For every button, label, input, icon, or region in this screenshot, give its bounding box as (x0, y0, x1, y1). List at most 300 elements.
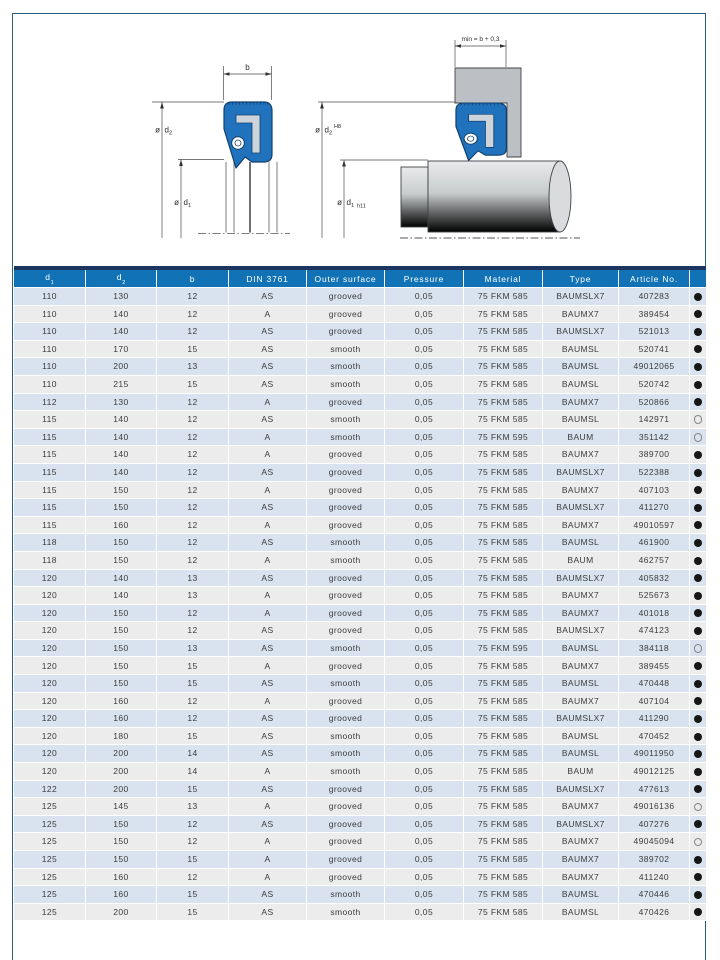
table-row (14, 745, 706, 763)
cell-d1: 120 (14, 622, 86, 640)
cell-d2: 130 (86, 394, 157, 412)
table-row (14, 886, 706, 904)
cell-availability (690, 323, 706, 341)
cell-d2: 140 (86, 446, 157, 464)
cell-d1: 110 (14, 376, 86, 394)
col-header-d1: $d_1$ (14, 270, 86, 288)
cell-pressure: 0,05 (385, 341, 464, 359)
cell-availability (690, 552, 706, 570)
cell-pressure: 0,05 (385, 728, 464, 746)
cell-surface: smooth (307, 534, 385, 552)
table-row (14, 552, 706, 570)
cell-surface: smooth (307, 675, 385, 693)
cell-surface: grooved (307, 781, 385, 799)
cell-d2: 150 (86, 833, 157, 851)
cell-d2: 150 (86, 605, 157, 623)
cell-article: 470452 (619, 728, 690, 746)
availability-filled-dot (694, 521, 702, 529)
cell-din: A (229, 446, 307, 464)
cell-availability (690, 429, 706, 447)
cell-article: 522388 (619, 464, 690, 482)
cell-surface: grooved (307, 323, 385, 341)
cell-d1: 120 (14, 640, 86, 658)
cell-d2: 140 (86, 323, 157, 341)
cell-article: 49012065 (619, 358, 690, 376)
cell-type: BAUMSL (543, 675, 619, 693)
cell-type: BAUMSLX7 (543, 499, 619, 517)
cell-d1: 125 (14, 869, 86, 887)
cell-availability (690, 869, 706, 887)
cell-material: 75 FKM 585 (464, 816, 543, 834)
cell-article: 470446 (619, 886, 690, 904)
cell-pressure: 0,05 (385, 517, 464, 535)
cell-d2: 160 (86, 517, 157, 535)
availability-filled-dot (694, 592, 702, 600)
cell-d1: 112 (14, 394, 86, 412)
cell-din: AS (229, 499, 307, 517)
cell-d1: 125 (14, 851, 86, 869)
cell-d1: 120 (14, 587, 86, 605)
cell-availability (690, 798, 706, 816)
cell-b: 12 (157, 517, 229, 535)
cell-b: 12 (157, 693, 229, 711)
cell-type: BAUMX7 (543, 446, 619, 464)
cell-type: BAUMSLX7 (543, 622, 619, 640)
cell-din: A (229, 869, 307, 887)
cell-d1: 118 (14, 534, 86, 552)
cell-material: 75 FKM 585 (464, 517, 543, 535)
cell-surface: smooth (307, 552, 385, 570)
dim-label-d2-tolerance: H8 (334, 124, 342, 130)
shaft-body (428, 161, 560, 232)
cell-material: 75 FKM 585 (464, 904, 543, 922)
cell-type: BAUMX7 (543, 482, 619, 500)
table-header (14, 270, 706, 288)
cell-d1: 115 (14, 517, 86, 535)
cell-availability (690, 446, 706, 464)
cell-article: 477613 (619, 781, 690, 799)
cell-material: 75 FKM 585 (464, 288, 543, 306)
seal-spec-table (14, 270, 706, 921)
cell-surface: smooth (307, 745, 385, 763)
cell-b: 15 (157, 657, 229, 675)
cell-d2: 130 (86, 288, 157, 306)
table-row (14, 376, 706, 394)
cell-pressure: 0,05 (385, 587, 464, 605)
cell-d2: 150 (86, 816, 157, 834)
cell-type: BAUMX7 (543, 605, 619, 623)
table-row (14, 394, 706, 412)
cell-material: 75 FKM 585 (464, 411, 543, 429)
cell-pressure: 0,05 (385, 745, 464, 763)
cell-type: BAUMSLX7 (543, 816, 619, 834)
cell-material: 75 FKM 585 (464, 886, 543, 904)
cell-article: 407103 (619, 482, 690, 500)
cell-availability (690, 640, 706, 658)
cell-type: BAUM (543, 763, 619, 781)
cell-b: 13 (157, 358, 229, 376)
cell-availability (690, 710, 706, 728)
cell-d1: 115 (14, 482, 86, 500)
cell-type: BAUMSLX7 (543, 710, 619, 728)
cell-pressure: 0,05 (385, 781, 464, 799)
cell-d2: 150 (86, 552, 157, 570)
availability-open-dot (694, 644, 703, 653)
cell-type: BAUMSL (543, 745, 619, 763)
cell-din: AS (229, 622, 307, 640)
availability-filled-dot (694, 908, 702, 916)
dim-label-d1-prefix: ø (174, 198, 179, 207)
cell-b: 12 (157, 552, 229, 570)
cell-b: 15 (157, 675, 229, 693)
cell-pressure: 0,05 (385, 552, 464, 570)
cell-d1: 125 (14, 798, 86, 816)
cell-surface: grooved (307, 833, 385, 851)
dim-label-d1h11-prefix: ø (337, 198, 342, 207)
cell-material: 75 FKM 585 (464, 657, 543, 675)
cell-availability (690, 570, 706, 588)
cell-d1: 120 (14, 605, 86, 623)
col-header-material: Material (464, 270, 543, 288)
cell-pressure: 0,05 (385, 833, 464, 851)
cell-din: AS (229, 288, 307, 306)
availability-filled-dot (694, 715, 702, 723)
cell-d2: 140 (86, 587, 157, 605)
cell-b: 12 (157, 622, 229, 640)
cell-type: BAUM (543, 429, 619, 447)
dim-label-d1-tolerance: h11 (357, 203, 366, 210)
cell-type: BAUMX7 (543, 394, 619, 412)
cell-b: 12 (157, 429, 229, 447)
cell-availability (690, 675, 706, 693)
table-row (14, 657, 706, 675)
spec-table-wrap (14, 266, 706, 921)
cell-type: BAUMSL (543, 376, 619, 394)
availability-filled-dot (694, 820, 702, 828)
cell-surface: grooved (307, 710, 385, 728)
cell-material: 75 FKM 585 (464, 552, 543, 570)
cell-d1: 120 (14, 710, 86, 728)
cell-availability (690, 781, 706, 799)
table-row (14, 833, 706, 851)
availability-filled-dot (694, 733, 702, 741)
cell-b: 15 (157, 728, 229, 746)
table-header-row (14, 270, 706, 288)
cell-d2: 150 (86, 499, 157, 517)
cell-d2: 150 (86, 851, 157, 869)
cell-material: 75 FKM 595 (464, 640, 543, 658)
cell-article: 351142 (619, 429, 690, 447)
cell-article: 525673 (619, 587, 690, 605)
availability-filled-dot (694, 451, 702, 459)
table-row (14, 675, 706, 693)
cell-surface: grooved (307, 693, 385, 711)
cell-b: 12 (157, 394, 229, 412)
cell-pressure: 0,05 (385, 869, 464, 887)
cell-type: BAUMSLX7 (543, 288, 619, 306)
cell-surface: smooth (307, 429, 385, 447)
dim-label-d2-prefix: ø (155, 125, 160, 135)
table-row (14, 411, 706, 429)
availability-filled-dot (694, 310, 702, 318)
installation-diagram (315, 36, 580, 238)
cell-din: A (229, 429, 307, 447)
cell-article: 470426 (619, 904, 690, 922)
availability-filled-dot (694, 293, 702, 301)
cell-availability (690, 376, 706, 394)
cell-din: AS (229, 534, 307, 552)
cell-pressure: 0,05 (385, 429, 464, 447)
cell-article: 389455 (619, 657, 690, 675)
cell-d2: 150 (86, 657, 157, 675)
cell-article: 462757 (619, 552, 690, 570)
cell-surface: grooved (307, 851, 385, 869)
availability-filled-dot (694, 662, 702, 670)
cell-d1: 115 (14, 411, 86, 429)
cell-type: BAUMX7 (543, 869, 619, 887)
shaft-end-face (549, 161, 571, 232)
cell-d1: 115 (14, 446, 86, 464)
cell-d1: 118 (14, 552, 86, 570)
availability-filled-dot (694, 345, 702, 353)
cell-availability (690, 482, 706, 500)
availability-filled-dot (694, 873, 702, 881)
cell-d1: 120 (14, 570, 86, 588)
cell-din: A (229, 851, 307, 869)
table-row (14, 429, 706, 447)
cell-d1: 110 (14, 306, 86, 324)
cell-b: 15 (157, 376, 229, 394)
cell-surface: smooth (307, 763, 385, 781)
cell-type: BAUMX7 (543, 657, 619, 675)
availability-filled-dot (694, 697, 702, 705)
cell-d1: 110 (14, 323, 86, 341)
cell-pressure: 0,05 (385, 288, 464, 306)
cell-type: BAUMSL (543, 728, 619, 746)
cell-type: BAUMSLX7 (543, 781, 619, 799)
availability-filled-dot (694, 398, 702, 406)
cell-pressure: 0,05 (385, 622, 464, 640)
cell-pressure: 0,05 (385, 358, 464, 376)
cell-pressure: 0,05 (385, 657, 464, 675)
cell-article: 49012125 (619, 763, 690, 781)
cell-pressure: 0,05 (385, 851, 464, 869)
cell-availability (690, 763, 706, 781)
table-row (14, 517, 706, 535)
cell-article: 384118 (619, 640, 690, 658)
cell-d2: 160 (86, 886, 157, 904)
cell-type: BAUMSL (543, 341, 619, 359)
table-row (14, 869, 706, 887)
cell-surface: grooved (307, 464, 385, 482)
cell-type: BAUMSL (543, 886, 619, 904)
cell-pressure: 0,05 (385, 640, 464, 658)
availability-filled-dot (694, 680, 702, 688)
cell-b: 12 (157, 499, 229, 517)
cell-material: 75 FKM 585 (464, 464, 543, 482)
cell-pressure: 0,05 (385, 816, 464, 834)
cell-din: A (229, 798, 307, 816)
cell-surface: grooved (307, 869, 385, 887)
dim-label-b: b (245, 63, 250, 72)
cell-surface: grooved (307, 446, 385, 464)
col-header-pressure: Pressure (385, 270, 464, 288)
cell-b: 12 (157, 534, 229, 552)
availability-filled-dot (694, 328, 702, 336)
cell-pressure: 0,05 (385, 394, 464, 412)
availability-open-dot (694, 433, 703, 442)
cell-type: BAUMSL (543, 411, 619, 429)
cell-surface: smooth (307, 886, 385, 904)
cell-article: 407276 (619, 816, 690, 834)
cell-d2: 160 (86, 710, 157, 728)
cell-b: 15 (157, 341, 229, 359)
table-row (14, 306, 706, 324)
cell-availability (690, 605, 706, 623)
cell-d1: 125 (14, 904, 86, 922)
dim-label-d2h8-prefix: ø (315, 125, 320, 135)
cell-b: 13 (157, 640, 229, 658)
cell-availability (690, 657, 706, 675)
cell-availability (690, 306, 706, 324)
availability-open-dot (694, 838, 703, 847)
cell-material: 75 FKM 585 (464, 728, 543, 746)
cell-article: 49011950 (619, 745, 690, 763)
cell-material: 75 FKM 585 (464, 358, 543, 376)
cell-din: A (229, 833, 307, 851)
cell-pressure: 0,05 (385, 904, 464, 922)
cell-din: A (229, 657, 307, 675)
table-row (14, 622, 706, 640)
cell-pressure: 0,05 (385, 710, 464, 728)
cell-availability (690, 394, 706, 412)
cell-b: 13 (157, 587, 229, 605)
cell-din: AS (229, 675, 307, 693)
availability-open-dot (694, 803, 703, 812)
cell-d1: 120 (14, 763, 86, 781)
cell-din: A (229, 306, 307, 324)
cell-material: 75 FKM 585 (464, 587, 543, 605)
col-header-din: DIN 3761 (229, 270, 307, 288)
cell-d1: 122 (14, 781, 86, 799)
cell-d1: 125 (14, 886, 86, 904)
cell-pressure: 0,05 (385, 446, 464, 464)
cell-d1: 120 (14, 675, 86, 693)
cell-availability (690, 341, 706, 359)
cell-din: A (229, 482, 307, 500)
cell-type: BAUMX7 (543, 851, 619, 869)
cell-availability (690, 358, 706, 376)
dim-label-d1h11: $d_1$ (346, 198, 355, 209)
cell-din: AS (229, 358, 307, 376)
cell-pressure: 0,05 (385, 798, 464, 816)
availability-filled-dot (694, 363, 702, 371)
cell-b: 12 (157, 411, 229, 429)
availability-filled-dot (694, 539, 702, 547)
availability-open-dot (694, 415, 703, 424)
cell-d1: 120 (14, 693, 86, 711)
table-body (14, 288, 706, 921)
cell-material: 75 FKM 585 (464, 710, 543, 728)
cell-type: BAUMX7 (543, 587, 619, 605)
cell-availability (690, 833, 706, 851)
cell-pressure: 0,05 (385, 323, 464, 341)
cell-din: A (229, 587, 307, 605)
availability-filled-dot (694, 627, 702, 635)
cell-d2: 215 (86, 376, 157, 394)
cell-article: 407283 (619, 288, 690, 306)
cell-article: 142971 (619, 411, 690, 429)
cell-material: 75 FKM 585 (464, 763, 543, 781)
dim-label-d2: $d_2$ (164, 125, 173, 137)
cell-availability (690, 728, 706, 746)
cell-material: 75 FKM 585 (464, 833, 543, 851)
cell-surface: grooved (307, 798, 385, 816)
cell-article: 49010597 (619, 517, 690, 535)
cell-din: AS (229, 411, 307, 429)
cell-d1: 125 (14, 816, 86, 834)
cell-b: 12 (157, 816, 229, 834)
cell-pressure: 0,05 (385, 763, 464, 781)
cell-d1: 115 (14, 499, 86, 517)
cell-type: BAUMX7 (543, 798, 619, 816)
cell-d1: 110 (14, 358, 86, 376)
table-row (14, 605, 706, 623)
cell-surface: grooved (307, 570, 385, 588)
cell-availability (690, 622, 706, 640)
cell-type: BAUMX7 (543, 833, 619, 851)
cell-b: 12 (157, 288, 229, 306)
availability-filled-dot (694, 856, 702, 864)
cell-b: 13 (157, 570, 229, 588)
cell-surface: smooth (307, 904, 385, 922)
availability-filled-dot (694, 785, 702, 793)
cell-material: 75 FKM 585 (464, 394, 543, 412)
cell-d2: 200 (86, 781, 157, 799)
table-row (14, 446, 706, 464)
cell-surface: smooth (307, 376, 385, 394)
col-header-article: Article No. (619, 270, 690, 288)
cell-pressure: 0,05 (385, 605, 464, 623)
dim-label-d2h8: $d_2$ (324, 125, 333, 137)
cell-article: 389700 (619, 446, 690, 464)
cell-material: 75 FKM 585 (464, 534, 543, 552)
cell-pressure: 0,05 (385, 499, 464, 517)
cell-surface: smooth (307, 728, 385, 746)
cell-surface: smooth (307, 640, 385, 658)
cell-availability (690, 745, 706, 763)
cell-din: A (229, 605, 307, 623)
cell-b: 15 (157, 781, 229, 799)
cell-d1: 115 (14, 464, 86, 482)
cell-type: BAUMX7 (543, 693, 619, 711)
cell-article: 389454 (619, 306, 690, 324)
cell-b: 12 (157, 869, 229, 887)
availability-filled-dot (694, 486, 702, 494)
availability-filled-dot (694, 609, 702, 617)
technical-drawings (14, 25, 706, 265)
table-row (14, 534, 706, 552)
cell-d2: 140 (86, 306, 157, 324)
cell-type: BAUMSLX7 (543, 570, 619, 588)
cell-article: 407104 (619, 693, 690, 711)
cell-surface: grooved (307, 499, 385, 517)
cell-pressure: 0,05 (385, 570, 464, 588)
table-row (14, 358, 706, 376)
availability-filled-dot (694, 557, 702, 565)
cell-material: 75 FKM 585 (464, 869, 543, 887)
cell-pressure: 0,05 (385, 411, 464, 429)
